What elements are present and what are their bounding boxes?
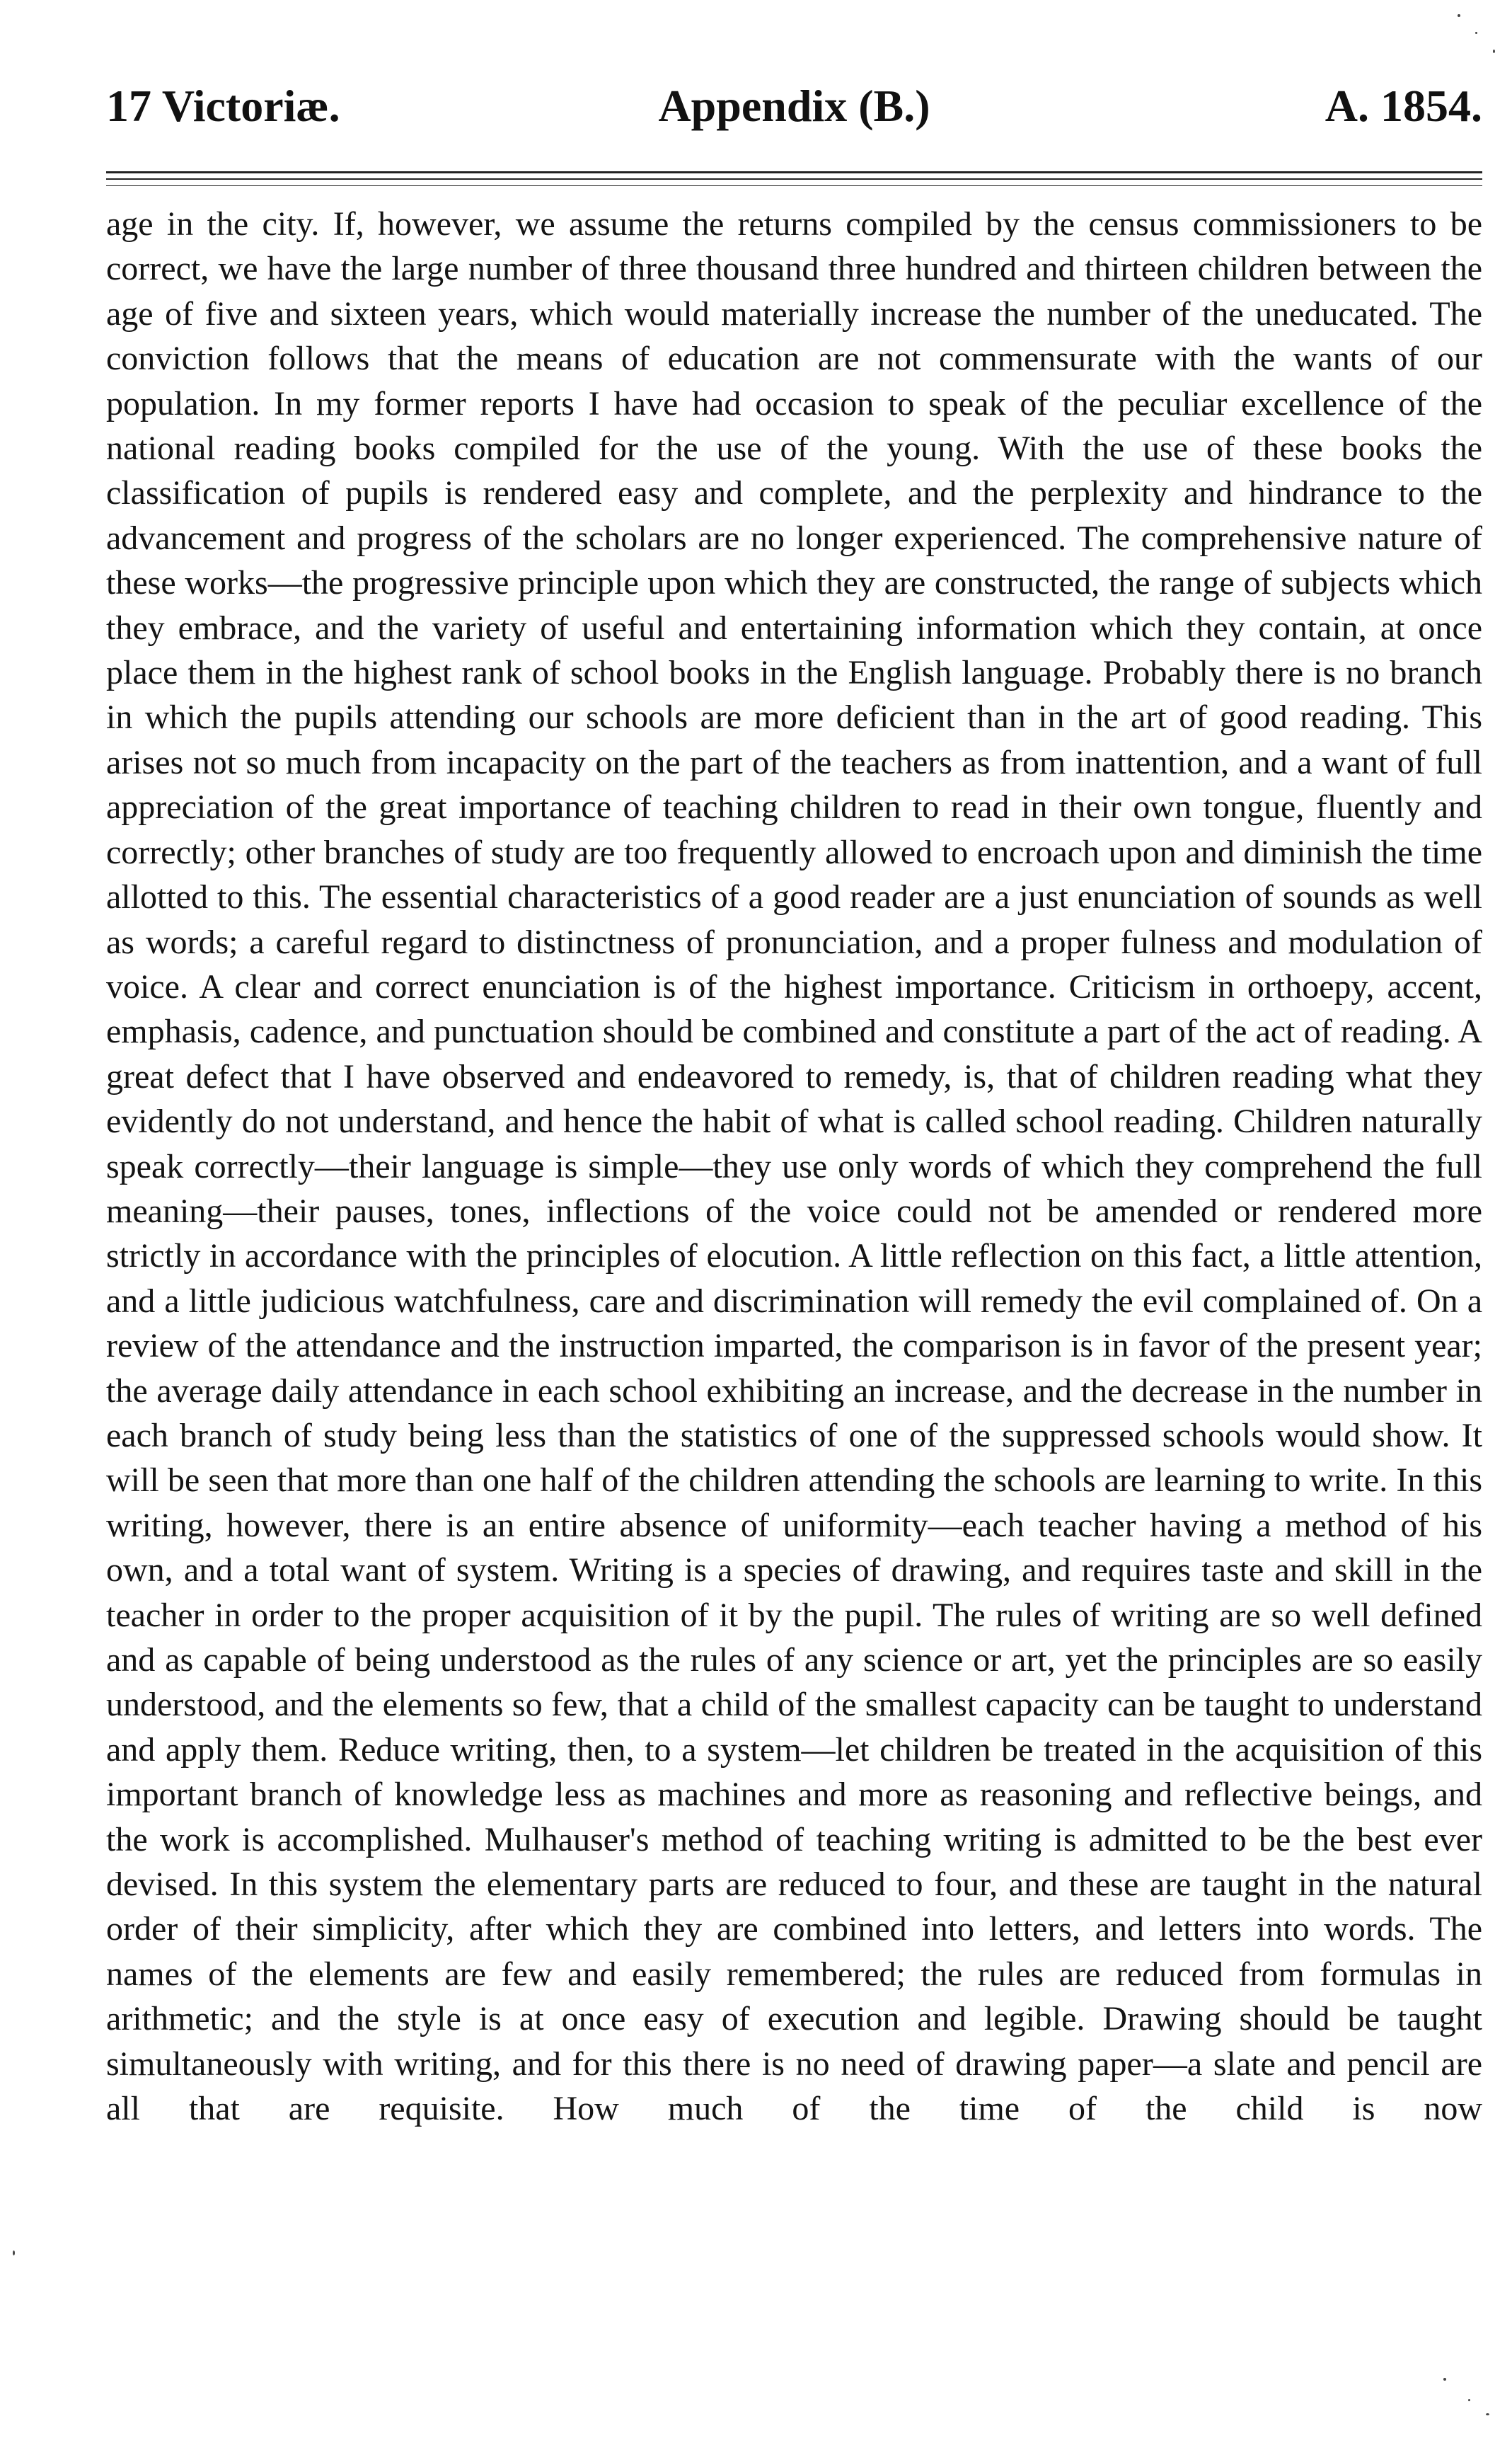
scan-speck — [1475, 32, 1477, 34]
header-rule-thin — [106, 185, 1482, 186]
session-label: 17 Victoriæ. — [106, 81, 340, 131]
body-paragraph: age in the city. If, however, we assume the returns compiled by the census commissioners to be correct, we have the large number of three thousand three hundred and thirteen children between the age of five and sixteen years, which would materially increase the number of the uneducated. The conviction follows that the means of education are not commensurate with the wants of our population. In my former reports I have had occasion to speak of the peculiar excellence of the national reading books compiled for the use of the young. With the use of these books the classification of pupils is rendered easy and complete, and the perplexity and hindrance to the advancement and progress of the scholars are no longer experienced. The comprehensive nature of these works—the progressive principle upon which they are constructed, the range of subjects which they embrace, and the variety of useful and entertaining information which they contain, at once place them in the highest rank of school books in the English language. Probably there is no branch in which the pupils attending our schools are more deficient than in the art of good reading. This arises not so much from incapacity on the part of the teachers as from inattention, and a want of full appreciation of the great importance of teaching children to read in their own tongue, fluently and correctly; other branches of study are too frequently allowed to encroach upon and diminish the time allotted to this. The essential characteristics of a good reader are a just enunciation of sounds as well as words; a careful regard to distinctness of pronunciation, and a proper fulness and modulation of voice. A clear and correct enunciation is of the highest importance. Criticism in orthoepy, accent, emphasis, cadence, and punctuation should be combined and constitute a part of the act of reading. A great defect that I have observed and endeavored to remedy, is, that of children reading what they evidently do not understand, and hence the habit of what is called school reading. Children naturally speak correctly—their language is simple—they use only words of which they comprehend the full meaning—their pauses, tones, inflections of the voice could not be amended or rendered more strictly in accordance with the principles of elocution. A little reflection on this fact, a little attention, and a little judicious watchfulness, care and discrimination will remedy the evil complained of. On a review of the attendance and the instruction imparted, the comparison is in favor of the present year; the average daily attendance in each school exhibiting an increase, and the decrease in the number in each branch of study being less than the statistics of one of the suppressed schools would show. It will be seen that more than one half of the children attending the schools are learning to write. In this writing, however, there is an entire absence of uniformity—each teacher having a method of his own, and a total want of system. Writing is a species of drawing, and requires taste and skill in the teacher in order to the proper acquisition of it by the pupil. The rules of writing are so well defined and as capable of being understood as the rules of any science or art, yet the principles are so easily understood, and the elements so few, that a child of the smallest capacity can be taught to understand and apply them. Reduce writing, then, to a system—let children be treated in the acquisition of this important branch of knowledge less as machines and more as reasoning and reflective beings, and the work is accomplished. Mulhauser's method of teaching writing is admitted to be the best ever devised. In this system the elementary parts are reduced to four, and these are taught in the natural order of their simplicity, after which they are combined into letters, and letters into words. The names of the elements are few and easily remembered; the rules are reduced from formulas in arithmetic; and the style is at once easy of execution and legible. Drawing should be taught simultaneously with writing, and for this there is no need of drawing paper—a slate and pencil are all that are requisite. How much of the time of the child is now — [106, 205, 1482, 2128]
scan-speck — [1493, 50, 1495, 53]
header-rule-middle — [106, 178, 1482, 180]
scan-speck — [1486, 2413, 1489, 2415]
year-reference: A. 1854. — [1325, 81, 1482, 131]
scan-speck — [1468, 2399, 1470, 2401]
scan-speck — [1458, 14, 1460, 17]
scan-speck — [1443, 2378, 1446, 2381]
scan-speck — [13, 2250, 15, 2255]
section-title: Appendix (B.) — [658, 81, 930, 131]
running-head — [106, 74, 1482, 138]
header-rule-thick — [106, 171, 1482, 173]
